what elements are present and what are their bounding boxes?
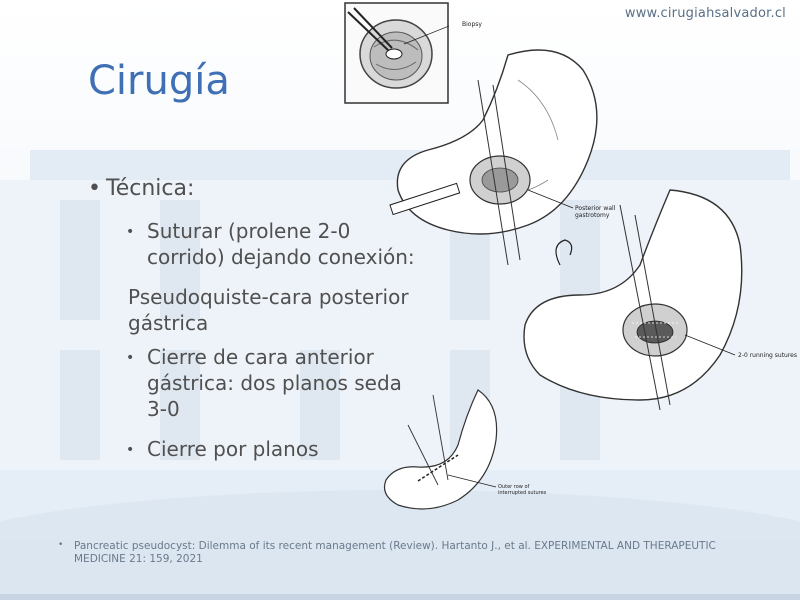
bullet-line: gástrica: dos planos seda bbox=[147, 371, 402, 395]
stomach-closure-illustration bbox=[378, 385, 508, 517]
bullet-line: Cierre de cara anterior bbox=[147, 345, 374, 369]
bullet-glyph: • bbox=[126, 224, 135, 240]
slide-title: Cirugía bbox=[88, 58, 230, 104]
bullet-line: corrido) dejando conexión: bbox=[147, 245, 415, 269]
bullet-line: 3-0 bbox=[147, 397, 180, 421]
running-sutures-label: 2-0 running sutures bbox=[738, 352, 798, 359]
bullet-glyph: • bbox=[126, 350, 135, 366]
biopsy-label: Biopsy bbox=[462, 21, 482, 28]
bullet-glyph: • bbox=[126, 442, 135, 458]
posterior-wall-label: Posterior wall gastrotomy bbox=[575, 205, 616, 219]
bottom-bar bbox=[0, 594, 800, 600]
bullet-line: Cierre por planos bbox=[147, 437, 319, 461]
text-pseudoquiste-line2: gástrica bbox=[128, 311, 209, 335]
bullet-glyph: • bbox=[88, 176, 101, 201]
bullet-text: Técnica: bbox=[106, 176, 195, 201]
stomach-sutures-illustration bbox=[520, 185, 745, 410]
bullet-line: Suturar (prolene 2-0 bbox=[147, 219, 351, 243]
text-pseudoquiste-line1: Pseudoquiste-cara posterior bbox=[128, 285, 409, 309]
outer-row-label: Outer row of interrupted sutures bbox=[498, 484, 547, 496]
reference-text: Pancreatic pseudocyst: Dilemma of its recent management (Review). Hartanto J., et al. EXPERIMENTAL AND THERAPEUTIC MEDICINE 21: 159, 2021 bbox=[74, 540, 716, 565]
site-url[interactable]: www.cirugiahsalvador.cl bbox=[624, 6, 786, 21]
bullet-glyph: • bbox=[58, 540, 64, 550]
